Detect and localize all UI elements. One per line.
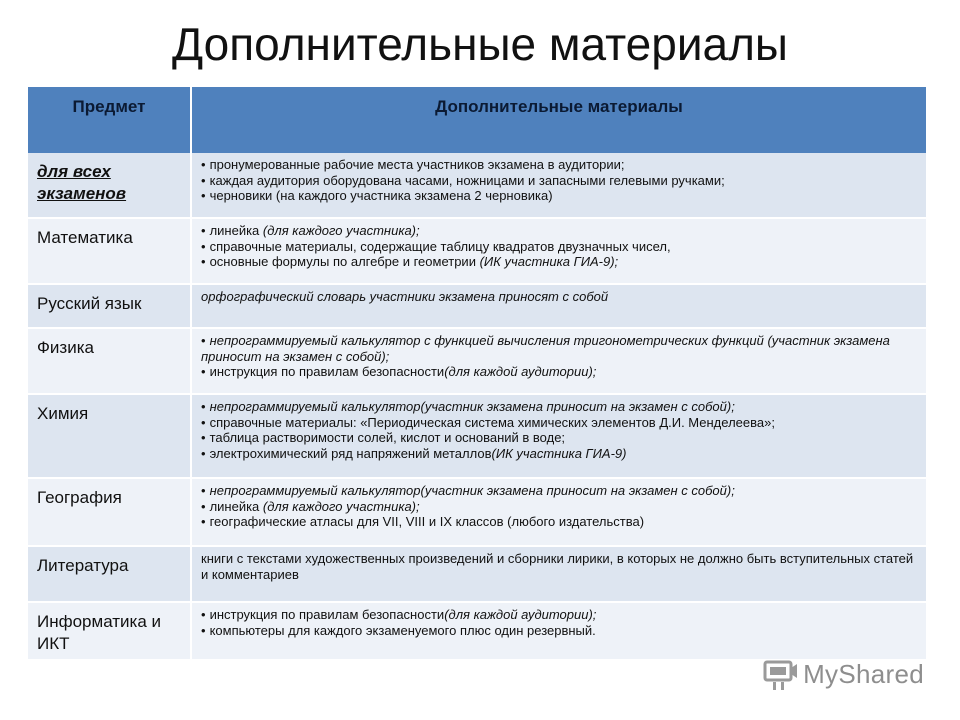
list-item: • непрограммируемый калькулятор(участник экзамена приносит на экзамен с собой); — [201, 399, 735, 414]
watermark — [763, 654, 924, 694]
subject-cell: Информатика и ИКТ — [28, 602, 191, 660]
subject-cell: для всех экзаменов — [28, 153, 191, 218]
list-item: • инструкция по правилам безопасности(для каждой аудитории); — [201, 607, 597, 622]
materials-cell — [191, 218, 926, 284]
list-item: • непрограммируемый калькулятор с функцией вычисления тригонометрических функций (участник экзамена приносит на экзамен с собой); — [201, 333, 890, 364]
table-header-row — [28, 87, 926, 153]
materials-cell — [191, 478, 926, 546]
subject-cell: Химия — [28, 394, 191, 478]
subject-cell: Физика — [28, 328, 191, 394]
subject-cell: Математика — [28, 218, 191, 284]
list-item: • непрограммируемый калькулятор(участник экзамена приносит на экзамен с собой); — [201, 483, 735, 498]
table-row — [28, 602, 926, 660]
list-item: • основные формулы по алгебре и геометрии (ИК участника ГИА-9); — [201, 254, 619, 269]
materials-cell — [191, 153, 926, 218]
list-item: • пронумерованные рабочие места участников экзамена в аудитории; — [201, 157, 625, 172]
list-item: • географические атласы для VII, VIII и IX классов (любого издательства) — [201, 514, 645, 529]
list-item: • линейка (для каждого участника); — [201, 223, 420, 238]
list-item: • инструкция по правилам безопасности(для каждой аудитории); — [201, 364, 597, 379]
table-row — [28, 328, 926, 394]
list-item: • таблица растворимости солей, кислот и оснований в воде; — [201, 430, 566, 445]
table-row — [28, 394, 926, 478]
list-item: • черновики (на каждого участника экзамена 2 черновика) — [201, 188, 553, 203]
subject-cell: Русский язык — [28, 284, 191, 328]
materials-cell — [191, 284, 926, 328]
table-row — [28, 478, 926, 546]
table-row — [28, 153, 926, 218]
projector-icon — [763, 656, 799, 692]
list-item: • каждая аудитория оборудована часами, ножницами и запасными гелевыми ручками; — [201, 172, 725, 188]
list-item: • компьютеры для каждого экзаменуемого плюс один резервный. — [201, 622, 596, 638]
list-item: орфографический словарь участники экзамена приносят с собой — [201, 289, 609, 304]
materials-cell — [191, 394, 926, 478]
watermark-text: MyShared — [803, 658, 924, 689]
list-item: • линейка (для каждого участника); — [201, 498, 420, 514]
page-title: Дополнительные материалы — [171, 18, 788, 70]
table-row — [28, 218, 926, 284]
header-subject: Предмет — [28, 87, 191, 153]
table-row — [28, 546, 926, 602]
header-materials: Дополнительные материалы — [191, 87, 926, 153]
subject-cell: География — [28, 478, 191, 546]
materials-cell — [191, 546, 926, 602]
materials-table — [28, 87, 926, 661]
list-item: • справочные материалы, содержащие таблицу квадратов двузначных чисел, — [201, 238, 671, 254]
materials-cell — [191, 602, 926, 660]
list-item: книги с текстами художественных произведений и сборники лирики, в которых не должно быть вступительных статей и комментариев — [201, 551, 914, 582]
list-item: • электрохимический ряд напряжений металлов(ИК участника ГИА-9) — [201, 445, 627, 461]
table-row — [28, 284, 926, 328]
materials-cell — [191, 328, 926, 394]
subject-cell: Литература — [28, 546, 191, 602]
list-item: • справочные материалы: «Периодическая система химических элементов Д.И. Менделеева»; — [201, 414, 775, 430]
